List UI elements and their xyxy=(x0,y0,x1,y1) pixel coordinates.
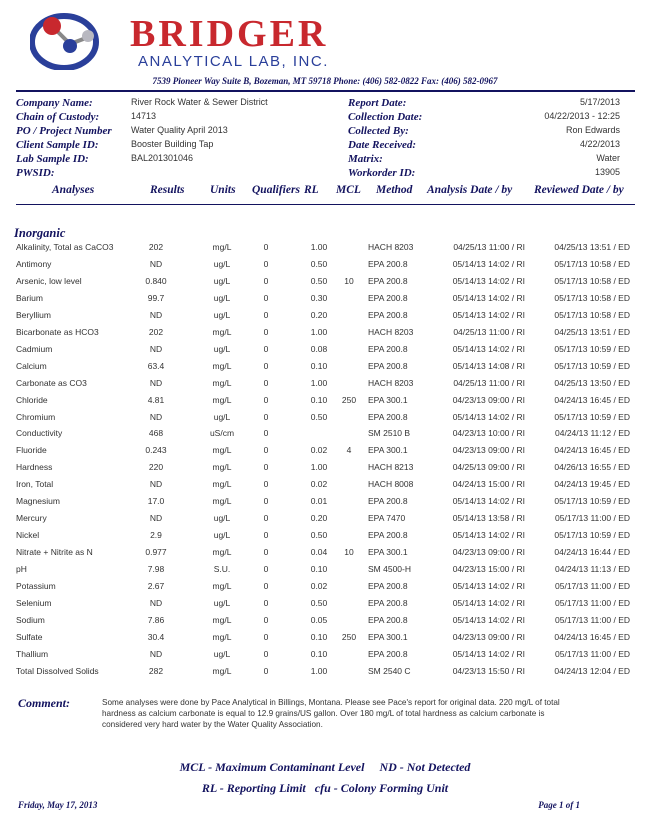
row-unit: mg/L xyxy=(212,614,232,625)
row-reporting-limit: 0.08 xyxy=(310,343,328,354)
row-result: 7.86 xyxy=(147,614,165,625)
row-reporting-limit: 0.10 xyxy=(310,360,328,371)
lab-name: BRIDGER xyxy=(130,13,329,55)
row-analysis-date: 04/25/13 11:00 / RI xyxy=(453,326,525,337)
row-reviewed-date: 04/24/13 11:13 / ED xyxy=(555,564,630,575)
row-reviewed-date: 05/17/13 11:00 / ED xyxy=(555,648,630,659)
row-reporting-limit: 1.00 xyxy=(310,377,328,388)
row-result: ND xyxy=(149,309,163,320)
table-row xyxy=(0,666,650,683)
row-result: 0.977 xyxy=(145,547,167,558)
row-mcl: 250 xyxy=(341,394,357,405)
table-row xyxy=(0,615,650,632)
row-mcl: 10 xyxy=(344,547,354,558)
row-qualifier: 0 xyxy=(263,428,269,439)
row-analysis-date: 05/14/13 13:58 / RI xyxy=(452,513,525,524)
row-reviewed-date: 05/17/13 10:59 / ED xyxy=(554,411,630,422)
row-reporting-limit: 0.20 xyxy=(310,513,328,524)
row-reviewed-date: 05/17/13 11:00 / ED xyxy=(555,513,630,524)
row-reporting-limit: 0.10 xyxy=(310,631,328,642)
row-method: EPA 200.8 xyxy=(368,292,408,303)
row-unit: ug/L xyxy=(213,309,231,320)
row-unit: S.U. xyxy=(213,564,231,575)
row-method: SM 2510 B xyxy=(368,428,411,439)
table-row xyxy=(0,259,650,276)
col-header-results: Results xyxy=(150,184,185,196)
matrix-value: Water xyxy=(596,153,620,163)
row-analysis-date: 05/14/13 14:02 / RI xyxy=(452,581,525,591)
lab-subtitle: ANALYTICAL LAB, INC. xyxy=(138,53,329,70)
collected-by-value: Ron Edwards xyxy=(565,125,620,135)
table-row xyxy=(0,276,650,293)
row-reviewed-date: 04/24/13 16:45 / ED xyxy=(554,631,630,642)
row-result: ND xyxy=(149,513,163,524)
row-unit: mg/L xyxy=(212,496,232,507)
row-result: 468 xyxy=(148,428,164,439)
po-label: PO / Project Number xyxy=(16,125,112,137)
row-reporting-limit: 0.50 xyxy=(310,411,328,422)
table-row xyxy=(0,293,650,310)
section-title: Inorganic xyxy=(14,226,66,240)
row-reporting-limit: 0.04 xyxy=(310,547,328,558)
row-analyte: Cadmium xyxy=(16,343,53,354)
row-analysis-date: 05/14/13 14:02 / RI xyxy=(452,530,525,541)
row-analyte: Conductivity xyxy=(16,428,63,439)
pwsid-label: PWSID: xyxy=(16,167,55,179)
lab-sample-label: Lab Sample ID: xyxy=(16,153,89,165)
table-row xyxy=(0,581,650,598)
row-qualifier: 0 xyxy=(263,648,269,659)
row-reviewed-date: 05/17/13 10:59 / ED xyxy=(554,496,630,507)
row-unit: ug/L xyxy=(213,275,231,286)
row-qualifier: 0 xyxy=(263,360,269,371)
row-analyte: Hardness xyxy=(16,462,53,473)
row-analysis-date: 05/14/13 14:02 / RI xyxy=(452,496,525,507)
row-analysis-date: 04/24/13 15:00 / RI xyxy=(452,479,525,490)
row-result: 202 xyxy=(148,326,164,337)
row-reporting-limit: 0.02 xyxy=(310,581,328,591)
row-result: 0.840 xyxy=(145,275,167,286)
row-unit: mg/L xyxy=(212,581,232,591)
row-analysis-date: 04/25/13 11:00 / RI xyxy=(453,242,525,252)
row-analyte: Mercury xyxy=(16,513,47,524)
row-unit: mg/L xyxy=(212,377,232,388)
row-method: HACH 8008 xyxy=(368,479,414,490)
row-unit: mg/L xyxy=(212,479,232,490)
row-qualifier: 0 xyxy=(263,326,269,337)
row-analysis-date: 04/25/13 09:00 / RI xyxy=(452,462,525,473)
row-analysis-date: 04/23/13 09:00 / RI xyxy=(452,445,525,456)
row-result: 0.243 xyxy=(145,445,167,456)
row-analysis-date: 05/14/13 14:02 / RI xyxy=(452,411,525,422)
row-analyte: Alkalinity, Total as CaCO3 xyxy=(16,242,114,252)
company-value: River Rock Water & Sewer District xyxy=(131,97,268,107)
row-method: EPA 200.8 xyxy=(368,411,408,422)
row-reviewed-date: 05/17/13 11:00 / ED xyxy=(555,581,630,591)
row-analyte: Fluoride xyxy=(16,445,47,456)
row-qualifier: 0 xyxy=(263,631,269,642)
row-reporting-limit: 0.50 xyxy=(310,275,328,286)
row-method: EPA 200.8 xyxy=(368,309,408,320)
row-reviewed-date: 05/17/13 10:58 / ED xyxy=(554,275,630,286)
row-unit: ug/L xyxy=(213,530,231,541)
row-qualifier: 0 xyxy=(263,513,269,524)
row-qualifier: 0 xyxy=(263,275,269,286)
collection-date-value: 04/22/2013 - 12:25 xyxy=(544,111,620,121)
table-row xyxy=(0,395,650,412)
row-method: HACH 8213 xyxy=(368,462,414,473)
collected-by-label: Collected By: xyxy=(348,125,409,137)
row-analyte: Total Dissolved Solids xyxy=(16,665,99,676)
table-row xyxy=(0,632,650,649)
row-reporting-limit: 0.20 xyxy=(310,309,328,320)
row-qualifier: 0 xyxy=(263,581,269,591)
custody-value: 14713 xyxy=(131,111,157,121)
row-unit: ug/L xyxy=(213,258,231,269)
row-qualifier: 0 xyxy=(263,343,269,354)
table-row xyxy=(0,445,650,462)
row-reporting-limit: 0.10 xyxy=(310,648,328,659)
row-analysis-date: 05/14/13 14:02 / RI xyxy=(452,614,525,625)
row-method: EPA 300.1 xyxy=(368,445,408,456)
row-reviewed-date: 04/24/13 12:04 / ED xyxy=(554,665,630,676)
table-row xyxy=(0,513,650,530)
row-mcl: 10 xyxy=(344,275,354,286)
row-result: 4.81 xyxy=(147,394,165,405)
row-result: 2.9 xyxy=(150,530,162,541)
table-row xyxy=(0,598,650,615)
col-header-analyses: Analyses xyxy=(52,184,95,196)
row-qualifier: 0 xyxy=(263,292,269,303)
row-unit: mg/L xyxy=(212,631,232,642)
row-analysis-date: 04/25/13 11:00 / RI xyxy=(453,377,525,388)
row-result: 63.4 xyxy=(147,360,165,371)
row-reviewed-date: 04/24/13 16:45 / ED xyxy=(554,445,630,456)
row-unit: mg/L xyxy=(212,394,232,405)
row-analyte: Selenium xyxy=(16,597,52,608)
row-method: EPA 200.8 xyxy=(368,343,408,354)
row-reviewed-date: 04/24/13 16:45 / ED xyxy=(554,394,630,405)
row-reviewed-date: 04/25/13 13:51 / ED xyxy=(554,242,630,252)
table-row xyxy=(0,378,650,395)
table-row xyxy=(0,649,650,666)
table-row xyxy=(0,412,650,429)
row-result: 202 xyxy=(148,242,164,252)
table-row xyxy=(0,564,650,581)
row-unit: uS/cm xyxy=(209,428,235,439)
row-qualifier: 0 xyxy=(263,258,269,269)
row-reviewed-date: 05/17/13 10:59 / ED xyxy=(554,343,630,354)
row-method: EPA 200.8 xyxy=(368,648,408,659)
col-header-reviewed-date: Reviewed Date / by xyxy=(534,184,624,196)
row-analyte: Sodium xyxy=(16,614,45,625)
row-reporting-limit: 1.00 xyxy=(310,326,328,337)
row-analyte: Magnesium xyxy=(16,496,60,507)
custody-label: Chain of Custody: xyxy=(16,111,100,123)
row-qualifier: 0 xyxy=(263,462,269,473)
row-unit: mg/L xyxy=(212,665,232,676)
row-analysis-date: 04/23/13 10:00 / RI xyxy=(452,428,525,439)
row-result: ND xyxy=(149,258,163,269)
row-unit: ug/L xyxy=(213,292,231,303)
row-result: 30.4 xyxy=(147,631,165,642)
row-qualifier: 0 xyxy=(263,564,269,575)
workorder-value: 13905 xyxy=(594,167,620,177)
client-sample-label: Client Sample ID: xyxy=(16,139,99,151)
row-reviewed-date: 05/17/13 10:58 / ED xyxy=(554,258,630,269)
row-analysis-date: 05/14/13 14:02 / RI xyxy=(452,648,525,659)
row-result: ND xyxy=(149,343,163,354)
row-analyte: Chromium xyxy=(16,411,56,422)
date-received-label: Date Received: xyxy=(348,139,417,151)
row-reviewed-date: 05/17/13 11:00 / ED xyxy=(555,614,630,625)
row-unit: ug/L xyxy=(213,597,231,608)
row-unit: mg/L xyxy=(212,547,232,558)
row-reporting-limit: 0.02 xyxy=(310,445,328,456)
row-method: EPA 7470 xyxy=(368,513,406,524)
row-analyte: Sulfate xyxy=(16,631,43,642)
row-qualifier: 0 xyxy=(263,242,269,252)
row-method: EPA 200.8 xyxy=(368,530,408,541)
row-qualifier: 0 xyxy=(263,496,269,507)
row-method: EPA 300.1 xyxy=(368,631,408,642)
table-row xyxy=(0,242,650,259)
molecule-logo-icon xyxy=(30,8,130,70)
footer-page-number: Page 1 of 1 xyxy=(538,800,580,810)
row-method: HACH 8203 xyxy=(368,326,414,337)
workorder-label: Workorder ID: xyxy=(348,167,416,179)
row-reviewed-date: 05/17/13 11:00 / ED xyxy=(555,597,630,608)
row-method: SM 4500-H xyxy=(368,564,411,575)
row-result: ND xyxy=(149,597,163,608)
legend-line-1: MCL - Maximum Contaminant Level ND - Not Detected xyxy=(179,760,471,774)
row-method: EPA 300.1 xyxy=(368,394,408,405)
table-row xyxy=(0,530,650,547)
collection-date-label: Collection Date: xyxy=(348,111,423,123)
table-row xyxy=(0,479,650,496)
col-header-units: Units xyxy=(210,184,236,196)
lab-logo xyxy=(30,8,360,70)
row-reporting-limit: 0.10 xyxy=(310,564,328,575)
row-analyte: Chloride xyxy=(16,394,48,405)
table-row xyxy=(0,310,650,327)
row-method: SM 2540 C xyxy=(368,665,411,676)
row-qualifier: 0 xyxy=(263,377,269,388)
row-analyte: Beryllium xyxy=(16,309,51,320)
row-analysis-date: 04/23/13 15:50 / RI xyxy=(452,665,525,676)
row-qualifier: 0 xyxy=(263,411,269,422)
row-analysis-date: 04/23/13 09:00 / RI xyxy=(452,631,525,642)
company-label: Company Name: xyxy=(16,97,93,109)
col-header-rl: RL xyxy=(304,184,319,196)
row-analysis-date: 05/14/13 14:08 / RI xyxy=(452,360,525,371)
row-qualifier: 0 xyxy=(263,394,269,405)
client-sample-value: Booster Building Tap xyxy=(131,139,214,149)
row-analyte: Nickel xyxy=(16,530,40,541)
row-reporting-limit: 1.00 xyxy=(310,462,328,473)
row-analyte: Calcium xyxy=(16,360,47,371)
row-analysis-date: 04/23/13 15:00 / RI xyxy=(452,564,525,575)
legend-line-2: RL - Reporting Limit cfu - Colony Forming Unit xyxy=(201,781,449,795)
table-row xyxy=(0,361,650,378)
row-analyte: Antimony xyxy=(16,258,52,269)
row-method: EPA 200.8 xyxy=(368,258,408,269)
lab-address: 7539 Pioneer Way Suite B, Bozeman, MT 59718 Phone: (406) 582-0822 Fax: (406) 582-0967 xyxy=(152,76,498,86)
row-result: 220 xyxy=(148,462,164,473)
row-analyte: Nitrate + Nitrite as N xyxy=(16,547,93,558)
row-reviewed-date: 04/26/13 16:55 / ED xyxy=(554,462,630,473)
row-analysis-date: 05/14/13 14:02 / RI xyxy=(452,343,525,354)
row-reviewed-date: 04/25/13 13:51 / ED xyxy=(554,326,630,337)
row-reviewed-date: 04/24/13 19:45 / ED xyxy=(554,479,630,490)
row-qualifier: 0 xyxy=(263,479,269,490)
row-qualifier: 0 xyxy=(263,445,269,456)
row-reviewed-date: 04/24/13 16:44 / ED xyxy=(554,547,630,558)
row-analysis-date: 04/23/13 09:00 / RI xyxy=(452,547,525,558)
lab-sample-value: BAL201301046 xyxy=(131,153,194,163)
col-header-qualifiers: Qualifiers xyxy=(252,184,300,196)
row-reporting-limit: 1.00 xyxy=(310,665,328,676)
row-analysis-date: 05/14/13 14:02 / RI xyxy=(452,292,525,303)
col-header-analysis-date: Analysis Date / by xyxy=(427,184,513,196)
row-reporting-limit: 1.00 xyxy=(310,242,328,252)
row-reporting-limit: 0.02 xyxy=(310,479,328,490)
row-reviewed-date: 05/17/13 10:58 / ED xyxy=(554,292,630,303)
row-analyte: Bicarbonate as HCO3 xyxy=(16,326,99,337)
row-method: EPA 200.8 xyxy=(368,360,408,371)
row-analyte: pH xyxy=(16,564,27,575)
row-reporting-limit: 0.30 xyxy=(310,292,328,303)
row-result: 99.7 xyxy=(147,292,165,303)
row-unit: mg/L xyxy=(212,360,232,371)
date-received-value: 4/22/2013 xyxy=(579,139,620,149)
row-qualifier: 0 xyxy=(263,530,269,541)
row-result: ND xyxy=(149,377,163,388)
row-mcl: 250 xyxy=(341,631,357,642)
row-unit: mg/L xyxy=(212,326,232,337)
row-reviewed-date: 04/25/13 13:50 / ED xyxy=(554,377,630,388)
row-analysis-date: 05/14/13 14:02 / RI xyxy=(452,309,525,320)
row-result: 282 xyxy=(148,665,164,676)
comment-text: Some analyses were done by Pace Analytical in Billings, Montana. Please see Pace's report for original data. 220 mg/L of total hardness as calcium carbonate is equal to 12.9 grains/US gallon. Over 180 mg/L of total hardness as calcium carbonate is considered very hard water by the Water Quality Association. xyxy=(102,698,560,729)
row-analysis-date: 05/14/13 14:02 / RI xyxy=(452,597,525,608)
report-date-value: 5/17/2013 xyxy=(579,97,620,107)
row-analyte: Carbonate as CO3 xyxy=(16,377,87,388)
row-unit: ug/L xyxy=(213,513,231,524)
row-unit: ug/L xyxy=(213,411,231,422)
row-mcl: 4 xyxy=(346,445,352,456)
table-row xyxy=(0,462,650,479)
row-unit: mg/L xyxy=(212,445,232,456)
row-reporting-limit: 0.10 xyxy=(310,394,328,405)
row-analysis-date: 04/23/13 09:00 / RI xyxy=(452,394,525,405)
row-qualifier: 0 xyxy=(263,614,269,625)
row-analysis-date: 05/14/13 14:02 / RI xyxy=(452,275,525,286)
col-header-method: Method xyxy=(376,184,413,196)
row-analyte: Thallium xyxy=(16,648,49,659)
report-date-label: Report Date: xyxy=(348,97,407,109)
row-unit: mg/L xyxy=(212,242,232,252)
row-method: EPA 200.8 xyxy=(368,597,408,608)
row-method: EPA 200.8 xyxy=(368,496,408,507)
row-reporting-limit: 0.50 xyxy=(310,530,328,541)
row-reporting-limit: 0.01 xyxy=(310,496,328,507)
comment-label: Comment: xyxy=(18,696,71,710)
row-analyte: Potassium xyxy=(16,581,56,591)
row-reporting-limit: 0.50 xyxy=(310,258,328,269)
row-result: ND xyxy=(149,411,163,422)
row-result: 17.0 xyxy=(147,496,165,507)
row-qualifier: 0 xyxy=(263,665,269,676)
row-reporting-limit: 0.50 xyxy=(310,597,328,608)
row-reviewed-date: 04/24/13 11:12 / ED xyxy=(555,428,630,439)
row-qualifier: 0 xyxy=(263,597,269,608)
table-row xyxy=(0,327,650,344)
row-method: EPA 300.1 xyxy=(368,547,408,558)
table-row xyxy=(0,344,650,361)
row-analysis-date: 05/14/13 14:02 / RI xyxy=(452,258,525,269)
row-reviewed-date: 05/17/13 10:58 / ED xyxy=(554,309,630,320)
table-row xyxy=(0,496,650,513)
row-analyte: Barium xyxy=(16,292,43,303)
row-method: EPA 200.8 xyxy=(368,614,408,625)
row-reviewed-date: 05/17/13 10:59 / ED xyxy=(554,530,630,541)
table-row xyxy=(0,547,650,564)
column-header-divider xyxy=(16,204,635,205)
row-method: HACH 8203 xyxy=(368,377,414,388)
row-result: ND xyxy=(149,648,163,659)
row-unit: ug/L xyxy=(213,648,231,659)
row-unit: ug/L xyxy=(213,343,231,354)
row-result: 2.67 xyxy=(147,581,165,591)
row-unit: mg/L xyxy=(212,462,232,473)
row-reporting-limit: 0.05 xyxy=(310,614,328,625)
col-header-mcl: MCL xyxy=(336,184,361,196)
footer-date: Friday, May 17, 2013 xyxy=(18,800,98,810)
matrix-label: Matrix: xyxy=(348,153,383,165)
row-qualifier: 0 xyxy=(263,309,269,320)
row-qualifier: 0 xyxy=(263,547,269,558)
row-method: EPA 200.8 xyxy=(368,275,408,286)
row-analyte: Arsenic, low level xyxy=(16,275,82,286)
row-analyte: Iron, Total xyxy=(16,479,54,490)
po-value: Water Quality April 2013 xyxy=(131,125,228,135)
row-reviewed-date: 05/17/13 10:59 / ED xyxy=(554,360,630,371)
row-result: ND xyxy=(149,479,163,490)
table-row xyxy=(0,428,650,445)
header-divider xyxy=(16,90,635,92)
row-method: EPA 200.8 xyxy=(368,581,408,591)
row-result: 7.98 xyxy=(147,564,165,575)
row-method: HACH 8203 xyxy=(368,242,414,252)
